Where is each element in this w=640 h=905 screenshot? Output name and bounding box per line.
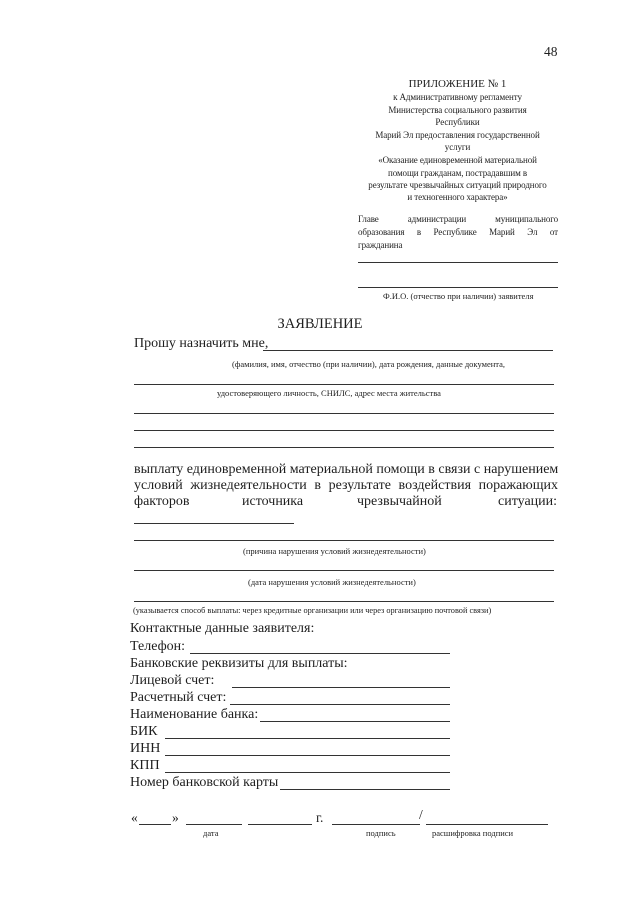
applicant-details-line[interactable]	[134, 384, 554, 385]
kpp-field[interactable]	[165, 772, 450, 773]
applicant-details-line[interactable]	[134, 447, 554, 448]
reason-line[interactable]	[134, 540, 554, 541]
applicant-details-line[interactable]	[263, 350, 553, 351]
payment-method-line[interactable]	[134, 601, 554, 602]
appendix-line: «Оказание единовременной материальной	[378, 155, 537, 165]
signature-transcript-field[interactable]	[426, 824, 548, 825]
signature-slash: /	[419, 807, 423, 822]
payment-paragraph-word: источника	[242, 494, 304, 509]
addressee-line: Главе администрации муниципального	[358, 214, 558, 224]
page-number: 48	[544, 44, 558, 59]
personal-account-field[interactable]	[232, 687, 450, 688]
reason-caption: (причина нарушения условий жизнедеятельности)	[243, 546, 426, 556]
payment-method-caption: (указывается способ выплаты: через кредитные организации или через организацию почтовой связи)	[133, 606, 492, 615]
appendix-line: услуги	[444, 142, 471, 152]
year-suffix: г.	[316, 810, 324, 825]
date-caption: (дата нарушения условий жизнедеятельности)	[248, 577, 416, 587]
bik-field[interactable]	[165, 738, 450, 739]
card-number-field[interactable]	[280, 789, 450, 790]
transcript-caption: расшифровка подписи	[432, 828, 514, 838]
date-caption-small: дата	[203, 828, 219, 838]
payment-paragraph-word: чрезвычайной	[357, 494, 442, 509]
settlement-account-label: Расчетный счет:	[130, 690, 227, 705]
settlement-account-field[interactable]	[230, 704, 450, 705]
bank-name-field[interactable]	[260, 721, 450, 722]
appendix-line: помощи гражданам, пострадавшим в	[388, 168, 527, 178]
payment-paragraph-line: условий жизнедеятельности в результате воздействия поражающих	[134, 478, 558, 493]
bik-label: БИК	[130, 724, 158, 739]
appendix-line: Республики	[435, 117, 480, 127]
signature-field[interactable]	[332, 824, 420, 825]
day-field[interactable]	[139, 824, 171, 825]
date-quote-open: «	[131, 810, 138, 825]
appendix-line: результате чрезвычайных ситуаций природного	[368, 180, 547, 190]
phone-field[interactable]	[190, 653, 450, 654]
year-field[interactable]	[248, 824, 312, 825]
appendix-line: и техногенного характера»	[407, 192, 508, 202]
date-line[interactable]	[134, 570, 554, 571]
addressee-line: гражданина	[358, 240, 403, 250]
kpp-label: КПП	[130, 758, 160, 773]
fio-caption: Ф.И.О. (отчество при наличии) заявителя	[383, 291, 534, 301]
personal-account-label: Лицевой счет:	[130, 673, 215, 688]
request-lead: Прошу назначить мне,	[134, 336, 269, 351]
details-caption-1: (фамилия, имя, отчество (при наличии), дата рождения, данные документа,	[232, 359, 506, 369]
bank-name-label: Наименование банка:	[130, 707, 259, 722]
inn-label: ИНН	[130, 741, 161, 756]
date-quote-close: »	[172, 810, 179, 825]
appendix-title: ПРИЛОЖЕНИЕ № 1	[408, 78, 507, 90]
phone-label: Телефон:	[130, 639, 186, 654]
contacts-header: Контактные данные заявителя:	[130, 621, 315, 636]
inn-field[interactable]	[165, 755, 450, 756]
applicant-name-line[interactable]	[358, 262, 558, 263]
month-field[interactable]	[186, 824, 242, 825]
document-heading: ЗАЯВЛЕНИЕ	[277, 316, 363, 332]
signature-caption: подпись	[366, 828, 396, 838]
card-number-label: Номер банковской карты	[130, 775, 279, 790]
payment-paragraph-line: выплату единовременной материальной помощи в связи с нарушением	[134, 462, 559, 477]
appendix-line: Марий Эл предоставления государственной	[375, 130, 540, 140]
addressee-line: образования в Республике Марий Эл от	[358, 227, 558, 237]
bank-details-header: Банковские реквизиты для выплаты:	[130, 656, 348, 671]
applicant-details-line[interactable]	[134, 413, 554, 414]
appendix-line: Министерства социального развития	[388, 105, 527, 115]
payment-paragraph-word: факторов	[134, 494, 190, 509]
situation-line[interactable]	[134, 523, 294, 524]
details-caption-2: удостоверяющего личность, СНИЛС, адрес места жительства	[217, 388, 441, 398]
payment-paragraph-word: ситуации:	[498, 494, 558, 509]
appendix-line: к Административному регламенту	[393, 92, 522, 102]
applicant-details-line[interactable]	[134, 430, 554, 431]
applicant-name-line[interactable]	[358, 287, 558, 288]
